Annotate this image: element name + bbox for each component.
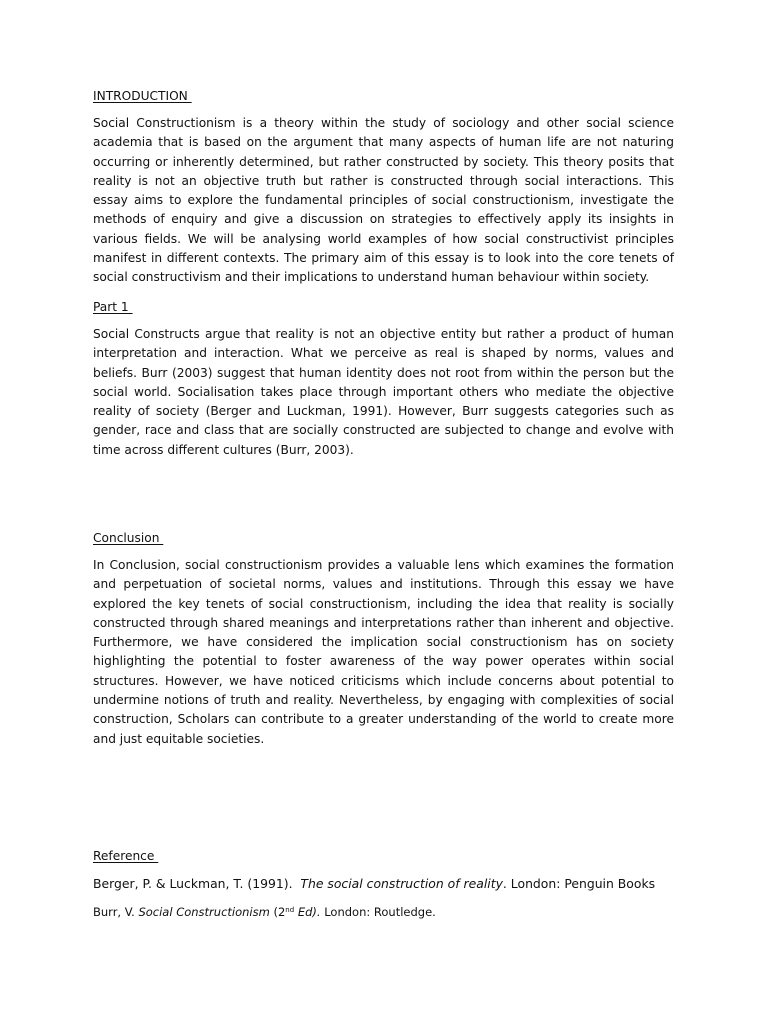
reference-title: The social construction of reality xyxy=(300,876,503,891)
reference-heading: Reference xyxy=(93,849,159,863)
part1-paragraph: Social Constructs argue that reality is not an objective entity but rather a product of human interpretation and interaction. What we perceive as real is shaped by norms, values and beliefs. Burr (2003) suggest that human identity does not root from within the person but the social world. Socialisation takes place through important others who mediate the objective reality of society (Berger and Luckman, 1991). However, Burr suggests categories such as gender, race and class that are socially constructed are subjected to change and evolve with time across different cultures (Burr, 2003). xyxy=(93,327,674,457)
part1-heading: Part 1 xyxy=(93,300,133,314)
reference-entry xyxy=(93,903,436,921)
reference-authors: Burr, V. xyxy=(93,905,139,919)
reference-edition-close: Ed). xyxy=(294,905,321,919)
conclusion-paragraph: In Conclusion, social constructionism provides a valuable lens which examines the formation and perpetuation of societal norms, values and institutions. Through this essay we have explored the key tenets of social constructionism, including the idea that reality is socially constructed through shared meanings and interpretations rather than inherent and objective. Furthermore, we have considered the implication social constructionism has on society highlighting the potential to foster awareness of the way power operates within social structures. However, we have noticed criticisms which include concerns about potential to undermine notions of truth and reality. Nevertheless, by engaging with complexities of social construction, Scholars can contribute to a greater understanding of the world to create more and just equitable societies. xyxy=(93,558,674,746)
reference-publisher: . London: Penguin Books xyxy=(502,876,656,891)
reference-entry xyxy=(93,875,655,893)
reference-edition-superscript: nd xyxy=(285,906,295,914)
reference-authors: Berger, P. & Luckman, T. (1991). xyxy=(93,876,293,891)
document-page xyxy=(93,0,674,1024)
introduction-heading: INTRODUCTION xyxy=(93,89,192,103)
conclusion-heading: Conclusion xyxy=(93,531,164,545)
reference-publisher: London: Routledge. xyxy=(320,905,436,919)
reference-edition-open: (2 xyxy=(269,905,286,919)
reference-title: Social Constructionism xyxy=(138,905,270,919)
introduction-paragraph: Social Constructionism is a theory within the study of sociology and other social science academia that is based on the argument that many aspects of human life are not naturing occurring or inherently determined, but rather constructed by society. This theory posits that reality is not an objective truth but rather is constructed through social interactions. This essay aims to explore the fundamental principles of social constructionism, investigate the methods of enquiry and give a discussion on strategies to effectively apply its insights in various fields. We will be analysing world examples of how social constructivist principles manifest in different contexts. The primary aim of this essay is to look into the core tenets of social constructivism and their implications to understand human behaviour within society. xyxy=(93,116,674,285)
